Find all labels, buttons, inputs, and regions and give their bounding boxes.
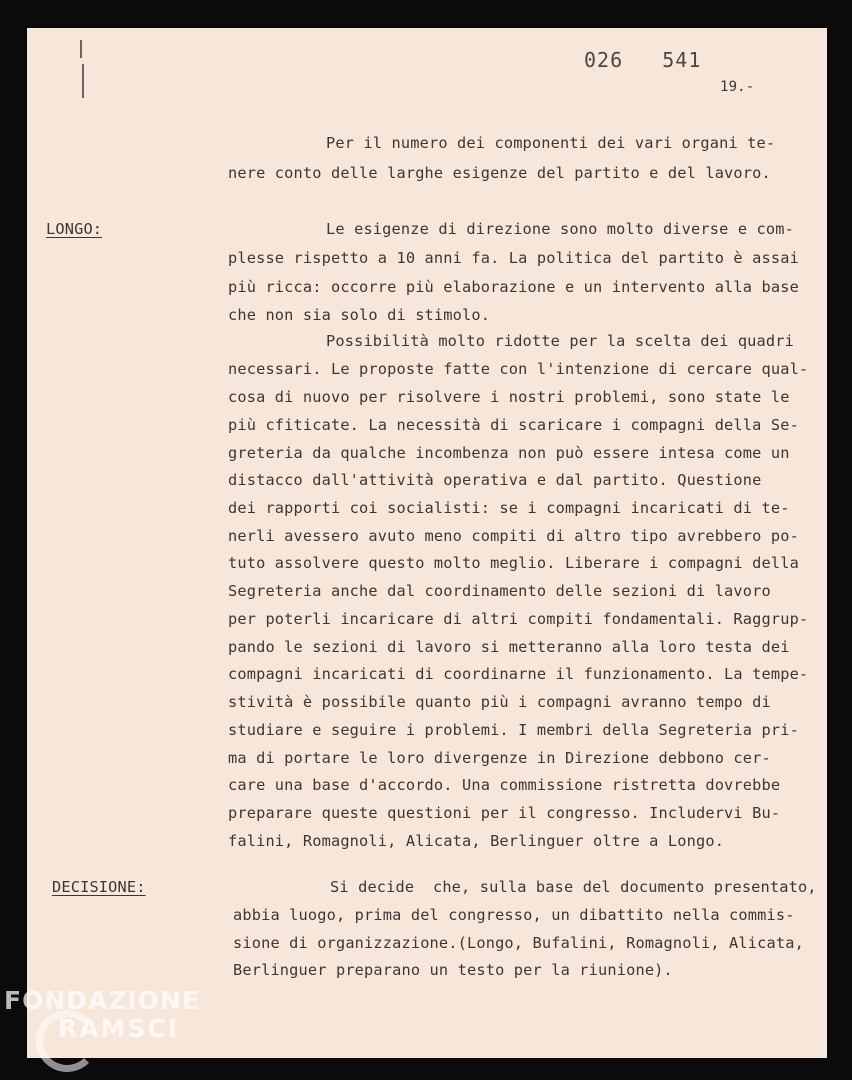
watermark <box>4 987 200 1043</box>
watermark-line2: RAMSCI <box>58 1014 180 1043</box>
text-line: Per il numero dei componenti dei vari organi te- <box>326 134 776 152</box>
text-line: dei rapporti coi socialisti: se i compagni incaricati di te- <box>228 499 790 517</box>
text-line: nerli avessero avuto meno compiti di altro tipo avrebbero po- <box>228 527 799 545</box>
margin-mark <box>82 64 84 98</box>
text-line: tuto assolvere questo molto meglio. Liberare i compagni della <box>228 554 799 572</box>
text-line: più cfiticate. La necessità di scaricare i compagni della Se- <box>228 416 799 434</box>
text-line: plesse rispetto a 10 anni fa. La politica del partito è assai <box>228 249 799 267</box>
text-line: falini, Romagnoli, Alicata, Berlinguer oltre a Longo. <box>228 832 725 850</box>
text-line: sione di organizzazione.(Longo, Bufalini, Romagnoli, Alicata, <box>233 934 804 952</box>
text-line: abbia luogo, prima del congresso, un dibattito nella commis- <box>233 906 795 924</box>
text-line: nere conto delle larghe esigenze del partito e del lavoro. <box>228 164 771 182</box>
page-number: 19.- <box>720 79 755 95</box>
text-line: Si decide che, sulla base del documento presentato, <box>330 878 817 896</box>
text-line: preparare queste questioni per il congresso. Includervi Bu- <box>228 804 781 822</box>
text-line: Possibilità molto ridotte per la scelta dei quadri <box>326 332 794 350</box>
text-line: per poterli incaricare di altri compiti fondamentali. Raggrup- <box>228 610 809 628</box>
text-line: studiare e seguire i problemi. I membri della Segreteria pri- <box>228 721 799 739</box>
speaker-label-longo: LONGO: <box>46 220 103 238</box>
text-line: necessari. Le proposte fatte con l'intenzione di cercare qual- <box>228 360 809 378</box>
watermark-line1: FONDAZIONE <box>4 986 201 1015</box>
text-line: ma di portare le loro divergenze in Direzione debbono cer- <box>228 749 771 767</box>
text-line: greteria da qualche incombenza non può essere intesa come un <box>228 444 790 462</box>
text-line: Berlinguer preparano un testo per la riunione). <box>233 961 673 979</box>
text-line: compagni incaricati di coordinarne il funzionamento. La tempe- <box>228 665 809 683</box>
margin-mark <box>80 40 82 58</box>
text-line: cosa di nuovo per risolvere i nostri problemi, sono state le <box>228 388 790 406</box>
decision-label: DECISIONE: <box>52 878 146 896</box>
text-line: più ricca: occorre più elaborazione e un intervento alla base <box>228 278 799 296</box>
archive-number: 026 541 <box>584 48 702 72</box>
text-line: stività è possibile quanto più i compagni avranno tempo di <box>228 693 771 711</box>
text-line: Le esigenze di direzione sono molto diverse e com- <box>326 220 794 238</box>
text-line: distacco dall'attività operativa e dal partito. Questione <box>228 471 762 489</box>
text-line: che non sia solo di stimolo. <box>228 306 491 324</box>
text-line: care una base d'accordo. Una commissione ristretta dovrebbe <box>228 776 781 794</box>
text-line: pando le sezioni di lavoro si metteranno alla loro testa dei <box>228 638 790 656</box>
text-line: Segreteria anche dal coordinamento delle sezioni di lavoro <box>228 582 771 600</box>
